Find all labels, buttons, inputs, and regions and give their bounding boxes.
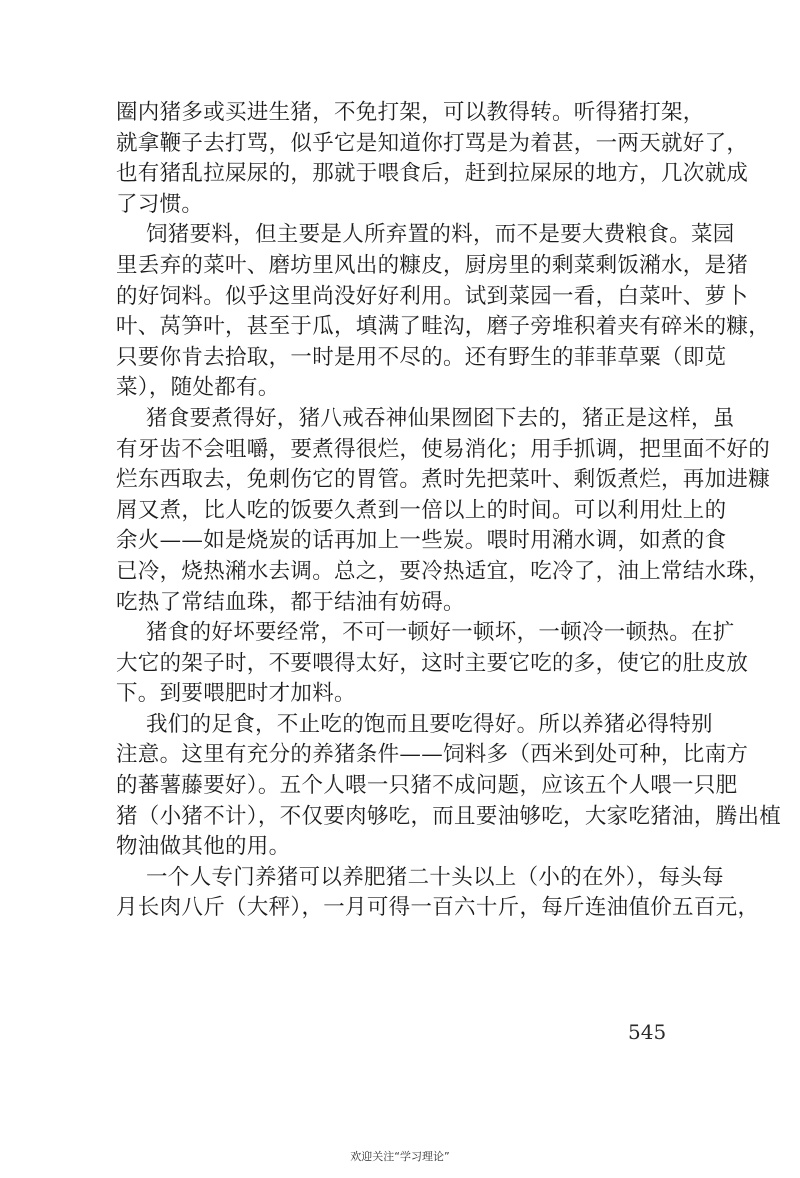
text-line: 猪食要煮得好，猪八戒吞神仙果囫囵下去的，猪正是这样，虽 [146,405,735,431]
text-line: 圈内猪多或买进生猪，不免打架，可以教得转。听得猪打架， [116,100,705,125]
text-line: 猪食的好坏要经常，不可一顿好一顿坏，一顿冷一顿热。在扩 [146,620,735,646]
text-line: 一个人专门养猪可以养肥猪二十头以上（小的在外），每头每 [146,864,724,890]
text-line: 就拿鞭子去打骂，似乎它是知道你打骂是为着甚，一两天就好了， [116,130,749,156]
page-number: 545 [628,1020,667,1044]
text-line: 已冷，烧热潲水去调。总之，要冷热适宜，吃冷了，油上常结水珠， [116,558,771,584]
text-line: 菜），随处都有。 [116,375,280,401]
text-line: 月长肉八斤（大秤），一月可得一百六十斤，每斤连油值价五百元， [116,895,760,921]
text-line: 猪（小猪不计），不仅要肉够吃，而且要油够吃，大家吃猪油，腾出植 [116,803,782,829]
body-text [116,98,782,924]
text-line: 也有猪乱拉屎尿的，那就于喂食后，赶到拉屎尿的地方，几次就成 [116,161,749,187]
text-line: 烂东西取去，免刺伤它的胃管。煮时先把菜叶、剩饭煮烂，再加进糠 [116,467,771,493]
text-line: 的蕃薯藤要好）。五个人喂一只猪不成问题，应该五个人喂一只肥 [116,773,738,799]
footer-watermark: 欢迎关注“学习理论” [350,1150,450,1163]
text-line: 里丢弃的菜叶、磨坊里风出的糠皮，厨房里的剩菜剩饭潲水，是猪 [116,252,749,278]
text-line: 余火——如是烧炭的话再加上一些炭。喂时用潲水调，如煮的食 [116,528,727,554]
text-line: 大它的架子时，不要喂得太好，这时主要它吃的多，使它的肚皮放 [116,650,749,676]
text-line: 有牙齿不会咀嚼，要煮得很烂，使易消化；用手抓调，把里面不好的 [116,436,771,462]
text-line: 的好饲料。似乎这里尚没好好利用。试到菜园一看，白菜叶、萝卜 [116,283,749,309]
text-line: 了习惯。 [116,191,204,217]
text-line: 下。到要喂肥时才加料。 [116,681,356,707]
text-line: 屑又煮，比人吃的饭要久煮到一倍以上的时间。可以利用灶上的 [116,497,727,523]
text-line: 我们的足食，不止吃的饱而且要吃得好。所以养猪必得特别 [146,711,713,737]
text-line: 物油做其他的用。 [116,834,291,860]
text-line: 饲猪要料，但主要是人所弃置的料，而不是要大费粮食。菜园 [146,222,735,248]
text-line: 注意。这里有充分的养猪条件——饲料多（西米到处可种，比南方 [116,742,749,768]
text-line: 只要你肯去拾取，一时是用不尽的。还有野生的菲菲草粟（即苋 [116,344,727,370]
text-line: 吃热了常结血珠，都于结油有妨碍。 [116,589,465,615]
text-line: 叶、莴笋叶，甚至于瓜，填满了畦沟，磨子旁堆积着夹有碎米的糠， [116,314,771,340]
